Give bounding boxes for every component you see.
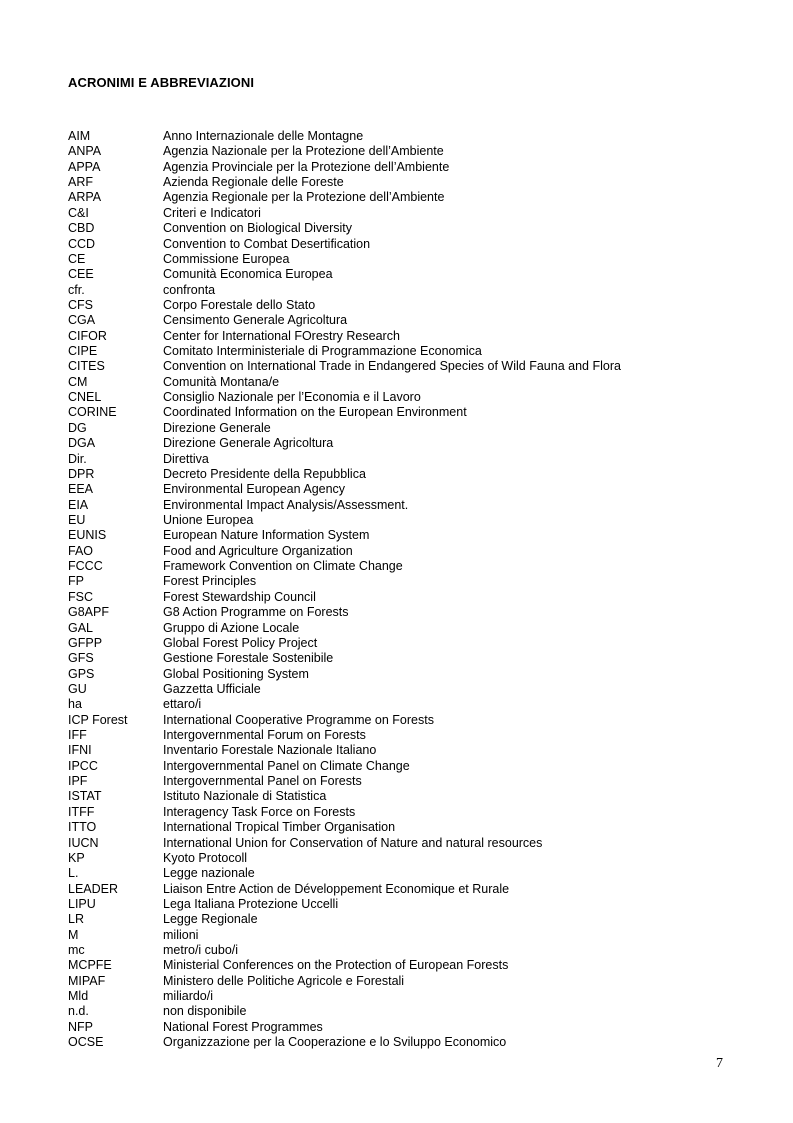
page-number: 7 [716, 1056, 723, 1071]
acronym-term: ITFF [68, 804, 95, 819]
acronym-term: CNEL [68, 390, 102, 405]
acronym-definition: Environmental Impact Analysis/Assessment. [163, 497, 409, 512]
acronym-row [68, 667, 768, 682]
acronym-term: CGA [68, 313, 96, 328]
acronym-row [68, 313, 768, 328]
acronym-term: ARF [68, 175, 93, 190]
acronym-definition: National Forest Programmes [163, 1019, 323, 1034]
acronym-definition: Consiglio Nazionale per l’Economia e il Lavoro [163, 390, 421, 405]
acronym-term: G8APF [68, 605, 109, 620]
acronym-definition: Kyoto Protocoll [163, 850, 248, 865]
acronym-row [68, 728, 768, 743]
acronym-term: IFF [68, 728, 87, 743]
acronym-row [68, 1004, 768, 1019]
acronym-row [68, 943, 768, 958]
acronym-term: EIA [68, 497, 89, 512]
acronym-definition: G8 Action Programme on Forests [163, 605, 349, 620]
acronym-definition: International Cooperative Programme on Forests [163, 712, 434, 727]
acronym-term: IPCC [68, 758, 98, 773]
acronym-row [68, 283, 768, 298]
acronym-definition: Istituto Nazionale di Statistica [163, 789, 327, 804]
acronym-term: EU [68, 512, 86, 527]
acronym-row [68, 774, 768, 789]
acronym-term: LR [68, 912, 84, 927]
acronym-term: GFS [68, 651, 94, 666]
acronym-definition: Liaison Entre Action de Développement Economique et Rurale [163, 881, 510, 896]
acronym-term: IFNI [68, 743, 92, 758]
acronym-row [68, 344, 768, 359]
acronym-definition: Global Forest Policy Project [163, 635, 318, 650]
acronym-row [68, 221, 768, 236]
acronym-definition: Agenzia Regionale per la Protezione dell’Ambiente [163, 190, 445, 205]
acronym-definition: milioni [163, 927, 199, 942]
acronym-row [68, 544, 768, 559]
acronym-row [68, 958, 768, 973]
acronym-term: CM [68, 374, 88, 389]
acronym-term: CEE [68, 267, 94, 282]
acronym-definition: Global Positioning System [163, 666, 309, 681]
acronym-term: ITTO [68, 820, 97, 835]
acronym-row [68, 513, 768, 528]
acronym-row [68, 912, 768, 927]
acronym-term: FP [68, 574, 84, 589]
acronym-definition: Censimento Generale Agricoltura [163, 313, 348, 328]
acronym-row [68, 636, 768, 651]
acronym-row [68, 144, 768, 159]
acronym-row [68, 160, 768, 175]
acronym-definition: Coordinated Information on the European Environment [163, 405, 467, 420]
acronym-term: EUNIS [68, 528, 107, 543]
acronym-term: AIM [68, 129, 91, 143]
acronym-term: Dir. [68, 451, 87, 466]
acronym-definition: Anno Internazionale delle Montagne [163, 129, 364, 143]
acronym-row [68, 405, 768, 420]
acronym-term: IUCN [68, 835, 99, 850]
acronym-row [68, 605, 768, 620]
acronym-row [68, 559, 768, 574]
acronym-term: CCD [68, 236, 96, 251]
acronym-row [68, 574, 768, 589]
acronym-definition: metro/i cubo/i [163, 943, 239, 958]
acronym-row [68, 805, 768, 820]
acronym-term: C&I [68, 205, 89, 220]
acronym-term: ICP Forest [68, 712, 128, 727]
acronym-term: CFS [68, 297, 93, 312]
acronym-definition: Comunità Economica Europea [163, 267, 333, 282]
acronym-row [68, 482, 768, 497]
acronym-term: CORINE [68, 405, 117, 420]
acronym-definition: Interagency Task Force on Forests [163, 804, 356, 819]
acronym-term: EEA [68, 482, 94, 497]
acronym-term: DG [68, 420, 87, 435]
acronym-row [68, 237, 768, 252]
acronym-definition: Forest Principles [163, 574, 257, 589]
acronym-list [68, 129, 768, 1051]
acronym-row [68, 267, 768, 282]
acronym-definition: Center for International FOrestry Research [163, 328, 400, 343]
acronym-term: FAO [68, 543, 94, 558]
acronym-row [68, 851, 768, 866]
page-title: ACRONIMI E ABBREVIAZIONI [68, 75, 255, 90]
acronym-definition: Forest Stewardship Council [163, 589, 316, 604]
acronym-term: ANPA [68, 144, 102, 159]
acronym-row [68, 928, 768, 943]
acronym-term: FCCC [68, 559, 103, 574]
acronym-definition: Legge Regionale [163, 912, 258, 927]
acronym-definition: Convention to Combat Desertification [163, 236, 371, 251]
acronym-row [68, 190, 768, 205]
acronym-term: cfr. [68, 282, 85, 297]
acronym-row [68, 590, 768, 605]
acronym-definition: Ministerial Conferences on the Protection of European Forests [163, 958, 509, 973]
acronym-term: ARPA [68, 190, 102, 205]
acronym-definition: Gazzetta Ufficiale [163, 681, 261, 696]
acronym-definition: Comitato Interministeriale di Programmazione Economica [163, 344, 482, 359]
acronym-definition: Framework Convention on Climate Change [163, 559, 403, 574]
acronym-definition: Direzione Generale Agricoltura [163, 436, 334, 451]
acronym-row [68, 298, 768, 313]
acronym-definition: Intergovernmental Forum on Forests [163, 728, 366, 743]
acronym-definition: Decreto Presidente della Repubblica [163, 466, 366, 481]
acronym-term: CIFOR [68, 328, 107, 343]
acronym-definition: Corpo Forestale dello Stato [163, 297, 316, 312]
acronym-definition: Unione Europea [163, 512, 254, 527]
acronym-definition: Gruppo di Azione Locale [163, 620, 300, 635]
acronym-row [68, 989, 768, 1004]
acronym-definition: Intergovernmental Panel on Forests [163, 774, 362, 789]
acronym-definition: Convention on Biological Diversity [163, 221, 352, 236]
acronym-term: GFPP [68, 635, 103, 650]
acronym-definition: ettaro/i [163, 697, 202, 712]
acronym-term: CBD [68, 221, 95, 236]
acronym-definition: confronta [163, 282, 216, 297]
acronym-row [68, 713, 768, 728]
acronym-term: M [68, 927, 79, 942]
acronym-row [68, 1035, 768, 1050]
acronym-row [68, 621, 768, 636]
acronym-definition: Agenzia Nazionale per la Protezione dell’Ambiente [163, 144, 444, 159]
acronym-term: APPA [68, 159, 101, 174]
acronym-term: Mld [68, 989, 89, 1004]
acronym-row [68, 820, 768, 835]
acronym-row [68, 252, 768, 267]
acronym-row [68, 175, 768, 190]
acronym-row [68, 866, 768, 881]
acronym-definition: Comunità Montana/e [163, 374, 280, 389]
acronym-definition: Organizzazione per la Cooperazione e lo Sviluppo Economico [163, 1035, 507, 1050]
acronym-definition: non disponibile [163, 1004, 247, 1019]
acronym-definition: Gestione Forestale Sostenibile [163, 651, 334, 666]
acronym-term: MIPAF [68, 973, 106, 988]
acronym-definition: Intergovernmental Panel on Climate Change [163, 758, 410, 773]
acronym-definition: International Tropical Timber Organisation [163, 820, 396, 835]
acronym-row [68, 329, 768, 344]
acronym-row [68, 206, 768, 221]
acronym-term: OCSE [68, 1035, 104, 1050]
acronym-row [68, 375, 768, 390]
acronym-row [68, 467, 768, 482]
acronym-term: GU [68, 681, 87, 696]
acronym-definition: Azienda Regionale delle Foreste [163, 175, 344, 190]
acronym-row [68, 129, 768, 144]
acronym-definition: International Union for Conservation of Nature and natural resources [163, 835, 543, 850]
acronym-term: GPS [68, 666, 95, 681]
acronym-definition: Criteri e Indicatori [163, 205, 261, 220]
acronym-row [68, 1020, 768, 1035]
acronym-row [68, 390, 768, 405]
acronym-row [68, 759, 768, 774]
acronym-term: DPR [68, 466, 95, 481]
acronym-row [68, 697, 768, 712]
acronym-definition: Lega Italiana Protezione Uccelli [163, 896, 339, 911]
acronym-definition: miliardo/i [163, 989, 214, 1004]
acronym-term: GAL [68, 620, 94, 635]
acronym-definition: Commissione Europea [163, 251, 290, 266]
acronym-definition: Direzione Generale [163, 420, 271, 435]
acronym-row [68, 452, 768, 467]
acronym-term: CIPE [68, 344, 98, 359]
acronym-definition: Direttiva [163, 451, 209, 466]
acronym-term: LIPU [68, 896, 96, 911]
acronym-definition: Inventario Forestale Nazionale Italiano [163, 743, 377, 758]
acronym-definition: Agenzia Provinciale per la Protezione dell’Ambiente [163, 159, 450, 174]
acronym-definition: Environmental European Agency [163, 482, 346, 497]
acronym-term: FSC [68, 589, 93, 604]
acronym-term: CITES [68, 359, 105, 374]
acronym-term: LEADER [68, 881, 119, 896]
acronym-row [68, 897, 768, 912]
acronym-definition: European Nature Information System [163, 528, 370, 543]
acronym-row [68, 743, 768, 758]
acronym-term: L. [68, 866, 79, 881]
acronym-term: n.d. [68, 1004, 89, 1019]
acronym-definition: Convention on International Trade in Endangered Species of Wild Fauna and Flora [163, 359, 621, 374]
acronym-term: NFP [68, 1019, 93, 1034]
acronym-row [68, 789, 768, 804]
acronym-definition: Ministero delle Politiche Agricole e Forestali [163, 973, 405, 988]
acronym-row [68, 498, 768, 513]
acronym-term: ISTAT [68, 789, 102, 804]
acronym-definition: Legge nazionale [163, 866, 255, 881]
acronym-row [68, 436, 768, 451]
acronym-row [68, 974, 768, 989]
acronym-term: MCPFE [68, 958, 112, 973]
acronym-row [68, 359, 768, 374]
acronym-row [68, 836, 768, 851]
acronym-row [68, 421, 768, 436]
acronym-term: KP [68, 850, 85, 865]
acronym-term: ha [68, 697, 82, 712]
acronym-term: mc [68, 943, 85, 958]
acronym-definition: Food and Agriculture Organization [163, 543, 353, 558]
acronym-term: IPF [68, 774, 88, 789]
acronym-term: CE [68, 251, 86, 266]
acronym-row [68, 651, 768, 666]
acronym-row [68, 882, 768, 897]
acronym-term: DGA [68, 436, 96, 451]
acronym-row [68, 528, 768, 543]
acronym-row [68, 682, 768, 697]
